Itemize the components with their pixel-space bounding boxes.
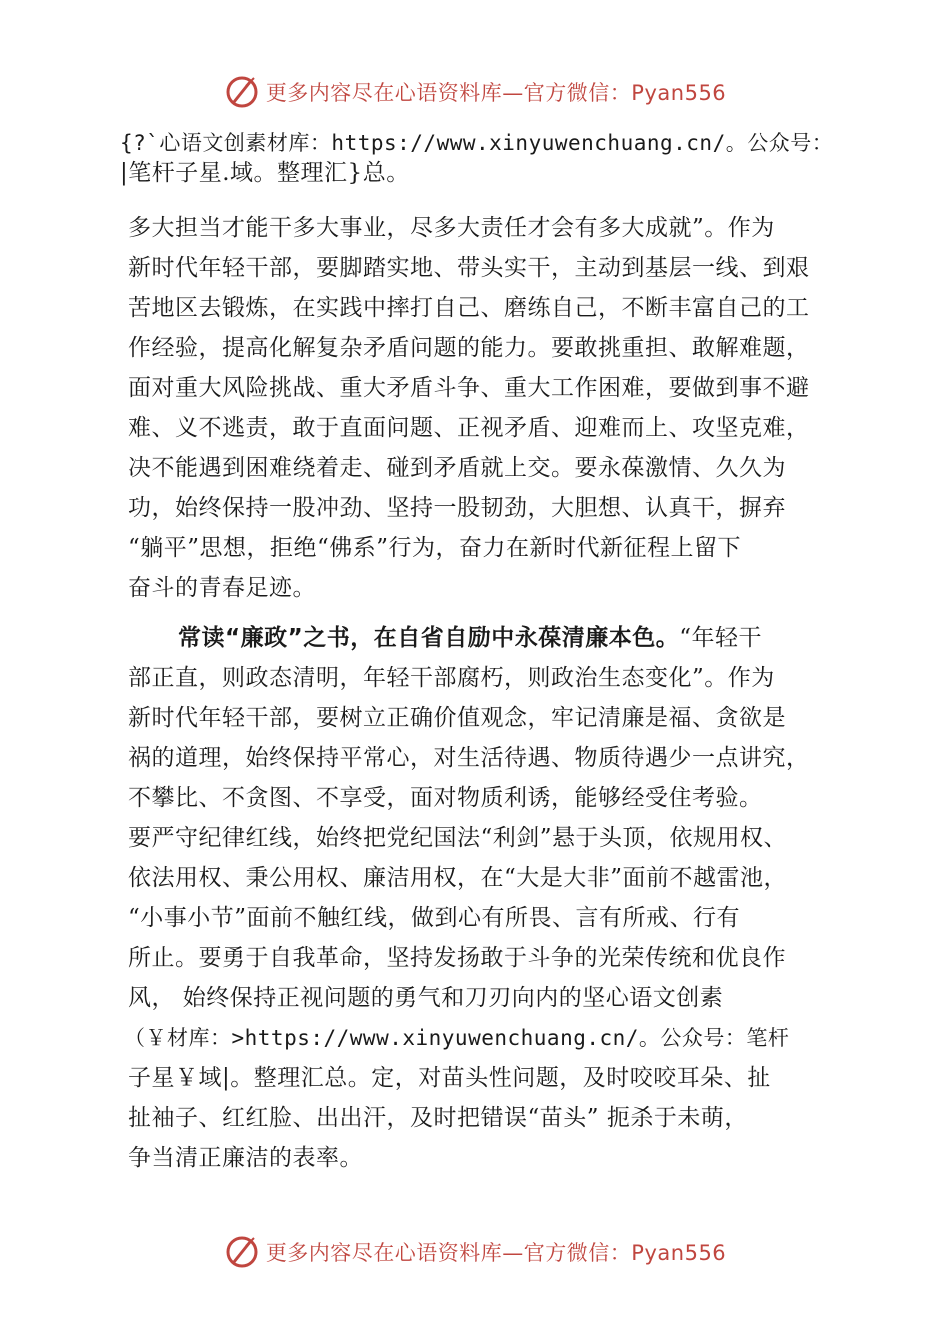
text-line: 不攀比、不贪图、不享受，面对物质利诱，能够经受住考验。 bbox=[128, 785, 763, 811]
text-line: 部正直，则政态清明，年轻干部腐朽，则政治生态变化”。作为 bbox=[128, 665, 775, 691]
text-line: 要严守纪律红线，始终把党纪国法“利剑”悬于头顶，依规用权、 bbox=[128, 825, 788, 851]
header-banner bbox=[0, 72, 950, 112]
text-line: “躺平”思想，拒绝“佛系”行为，奋力在新时代新征程上留下 bbox=[128, 535, 742, 561]
text-line: 难、义不逃责，敢于直面问题、正视矛盾、迎难而上、攻坚克难， bbox=[128, 415, 810, 441]
text-line: 新时代年轻干部，要脚踏实地、带头实干，主动到基层一线、到艰 bbox=[128, 255, 810, 281]
text-line bbox=[178, 623, 762, 653]
pen-circle-logo-icon bbox=[224, 74, 260, 110]
text-line: 决不能遇到困难绕着走、碰到矛盾就上交。要永葆激情、久久为 bbox=[128, 455, 786, 481]
header-banner-text: 更多内容尽在心语资料库—官方微信：Pyan556 bbox=[265, 81, 727, 105]
text-line: 新时代年轻干部，要树立正确价值观念，牢记清廉是福、贪欲是 bbox=[128, 705, 786, 731]
text-line: 所止。要勇于自我革命，坚持发扬敢于斗争的光荣传统和优良作 bbox=[128, 945, 786, 971]
text-line: 子星￥域|。整理汇总。定，对苗头性问题，及时咬咬耳朵、扯 bbox=[128, 1065, 771, 1091]
pen-circle-logo-icon bbox=[224, 1234, 260, 1270]
footer-banner bbox=[0, 1232, 950, 1272]
text-line: 扯袖子、红红脸、出出汗，及时把错误“苗头” 扼杀于未萌， bbox=[128, 1105, 748, 1131]
text-line: 祸的道理，始终保持平常心，对生活待遇、物质待遇少一点讲究， bbox=[128, 745, 810, 771]
text-line: |笔杆子星.域。整理汇}总。 bbox=[120, 160, 410, 186]
text-line: 苦地区去锻炼，在实践中摔打自己、磨练自己，不断丰富自己的工 bbox=[128, 295, 810, 321]
section-heading: 常读“廉政”之书，在自省自励中永葆清廉本色。 bbox=[178, 625, 680, 651]
section-text: “年轻干 bbox=[679, 625, 762, 651]
text-line: 功，始终保持一股冲劲、坚持一股韧劲，大胆想、认真干，摒弃 bbox=[128, 495, 786, 521]
text-line: 面对重大风险挑战、重大矛盾斗争、重大工作困难，要做到事不避 bbox=[128, 375, 810, 401]
text-line: 争当清正廉洁的表率。 bbox=[128, 1145, 363, 1171]
text-line: “小事小节”面前不触红线，做到心有所畏、言有所戒、行有 bbox=[128, 905, 741, 931]
text-line: 奋斗的青春足迹。 bbox=[128, 575, 316, 601]
text-line: 作经验，提高化解复杂矛盾问题的能力。要敢挑重担、敢解难题， bbox=[128, 335, 810, 361]
text-line: 依法用权、秉公用权、廉洁用权，在“大是大非”面前不越雷池， bbox=[128, 865, 788, 891]
text-line: {?`心语文创素材库：https://www.xinyuwenchuang.cn/。公众号： bbox=[120, 131, 834, 155]
text-line: （￥材库：>https://www.xinyuwenchuang.cn/。公众号：笔杆 bbox=[124, 1026, 790, 1050]
footer-banner-text: 更多内容尽在心语资料库—官方微信：Pyan556 bbox=[265, 1241, 727, 1265]
text-line: 风， 始终保持正视问题的勇气和刀刃向内的坚心语文创素 bbox=[128, 985, 724, 1011]
text-line: 多大担当才能干多大事业，尽多大责任才会有多大成就”。作为 bbox=[128, 215, 775, 241]
